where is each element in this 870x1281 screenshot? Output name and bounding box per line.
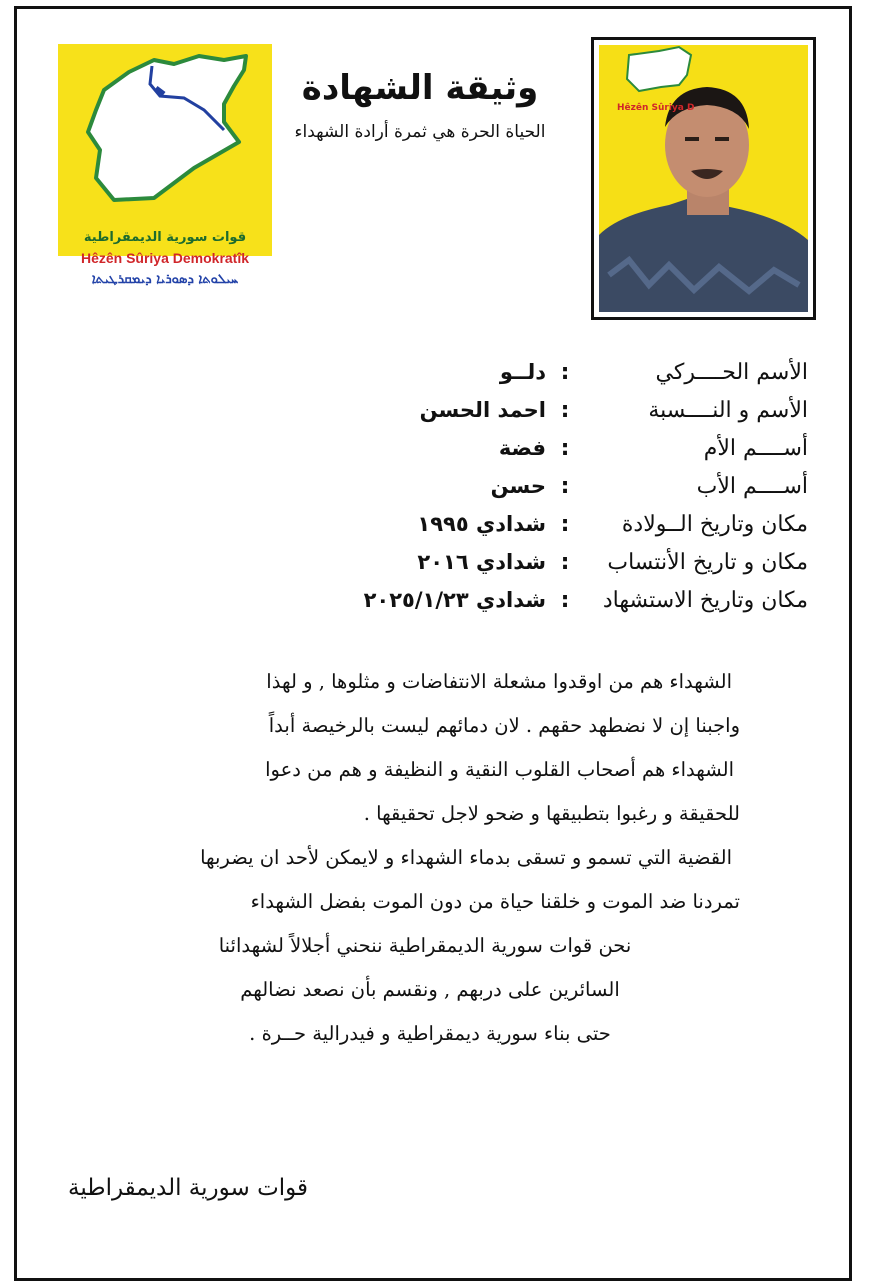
info-colon: : (560, 436, 570, 461)
sdf-logo (58, 44, 272, 287)
info-colon: : (560, 550, 570, 575)
text-line: الشهداء هم من اوقدوا مشعلة الانتفاضات و مثلوها , و لهذا (266, 670, 732, 693)
document-subtitle: الحياة الحرة هي ثمرة أرادة الشهداء (294, 122, 546, 142)
info-colon: : (560, 474, 570, 499)
portrait-photo (599, 45, 808, 312)
text-line: حتى بناء سورية ديمقراطية و فيدرالية حــرة . (249, 1022, 611, 1045)
info-value: شدادي ١٩٩٥ (417, 512, 546, 536)
info-row (288, 474, 808, 512)
info-label: الأسم و النــــسبة (648, 398, 808, 423)
logo-arabic-text: قوات سورية الديمقراطية (83, 230, 247, 245)
info-row (288, 360, 808, 398)
info-value: دلــو (499, 360, 546, 384)
text-line: للحقيقة و رغبوا بتطبيقها و ضحو لاجل تحقيقها . (363, 802, 740, 825)
info-colon: : (560, 398, 570, 423)
photo-logo-text: Hêzên Sûriya D (617, 103, 695, 113)
info-colon: : (560, 512, 570, 537)
signature: قوات سورية الديمقراطية (68, 1175, 308, 1201)
document-title: وثيقة الشهادة (301, 68, 539, 108)
info-colon: : (560, 360, 570, 385)
info-row (288, 398, 808, 436)
personal-info (288, 360, 808, 626)
info-row (288, 512, 808, 550)
info-row (288, 436, 808, 474)
info-label: أســــم الأب (696, 474, 808, 499)
syria-map-icon (74, 50, 254, 220)
portrait-frame (591, 37, 816, 320)
text-line: تمردنا ضد الموت و خلقنا حياة من دون الموت بفضل الشهداء (250, 890, 740, 913)
text-line: واجبنا إن لا نضطهد حقهم . لان دمائهم ليست بالرخيصة أبداً (268, 714, 740, 737)
logo-syriac-text: ܚܝܠܘܬܐ ܕܣܘܪܝܐ ܕܝܡܩܪܛܝܬܐ (91, 272, 239, 287)
info-label: أســــم الأم (703, 436, 808, 461)
tribute-text (80, 660, 740, 1056)
info-row (288, 588, 808, 626)
text-line: نحن قوات سورية الديمقراطية ننحني أجلالاً لشهدائنا (218, 934, 632, 957)
info-label: مكان وتاريخ الاستشهاد (602, 588, 808, 613)
info-label: مكان وتاريخ الــولادة (621, 512, 808, 537)
text-line: القضية التي تسمو و تسقى بدماء الشهداء و لايمكن لأحد ان يضربها (200, 846, 732, 869)
logo-kurdish-text: Hêzên Sûriya Demokratîk (80, 250, 250, 266)
info-value: شدادي ٢٠١٦ (417, 550, 546, 574)
text-line: السائرين على دربهم , ونقسم بأن نصعد نضالهم (240, 978, 620, 1001)
info-colon: : (560, 588, 570, 613)
info-label: الأسم الحــــركي (655, 360, 808, 385)
info-row (288, 550, 808, 588)
text-line: الشهداء هم أصحاب القلوب النقية و النظيفة و هم من دعوا (265, 758, 734, 781)
info-value: شدادي ٢٠٢٥/١/٢٣ (363, 588, 546, 612)
info-value: احمد الحسن (419, 398, 546, 422)
portrait-icon (599, 45, 808, 312)
info-value: حسن (490, 474, 546, 498)
info-value: فضة (498, 436, 546, 460)
info-label: مكان و تاريخ الأنتساب (607, 550, 808, 575)
